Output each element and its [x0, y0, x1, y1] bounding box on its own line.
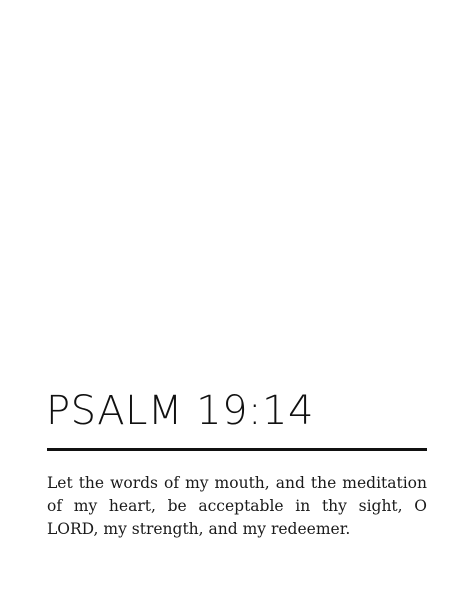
- verse-text: Let the words of my mouth, and the meditation of my heart, be acceptable in thy sight, O LORD, my strength, and my redeemer.: [47, 474, 427, 538]
- divider-rule: [47, 448, 427, 451]
- psalm-title: PSALM 19:14: [46, 388, 314, 434]
